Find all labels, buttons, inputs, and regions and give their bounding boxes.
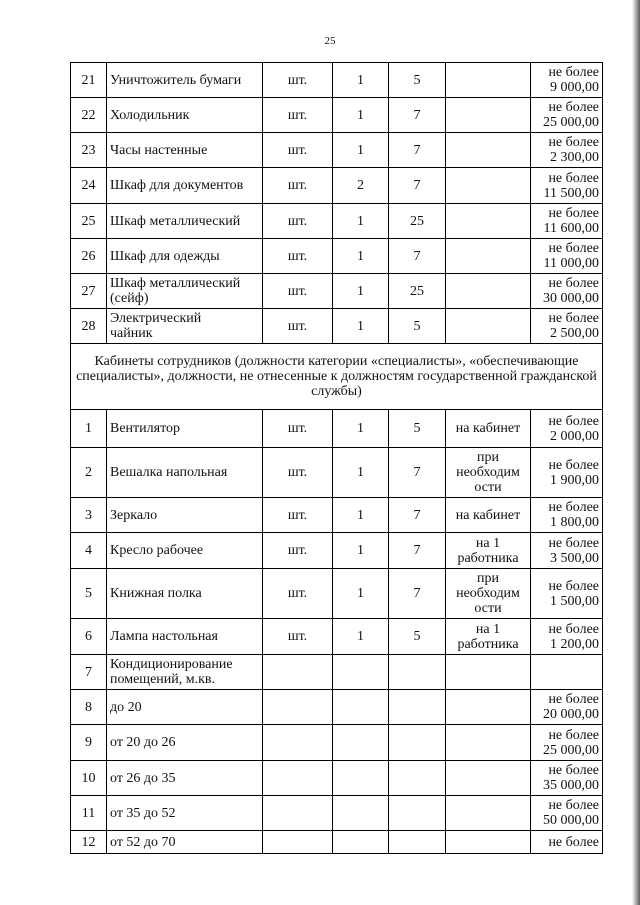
cell-price-line: 11 000,00 [543, 256, 599, 271]
cell-unit [263, 725, 333, 761]
cell-quantity: 2 [333, 168, 389, 204]
cell-price-line: 30 000,00 [543, 291, 599, 306]
table-row [71, 63, 603, 98]
cell-number: 2 [71, 448, 107, 498]
cell-note-line: необходим [456, 465, 520, 480]
cell-term: 7 [389, 448, 446, 498]
cell-name: Кресло рабочее [107, 533, 263, 569]
cell-term: 7 [389, 168, 446, 204]
section-header-row [71, 344, 603, 410]
cell-quantity: 1 [333, 98, 389, 133]
equipment-table [70, 62, 603, 854]
cell-note-line: ости [474, 601, 502, 616]
cell-note [446, 619, 531, 655]
cell-number: 6 [71, 619, 107, 655]
cell-note: на кабинет [446, 498, 531, 533]
cell-quantity: 1 [333, 309, 389, 344]
table-row [71, 533, 603, 569]
cell-unit: шт. [263, 619, 333, 655]
cell-price-line: 1 500,00 [550, 593, 599, 609]
cell-name-line: (сейф) [110, 291, 149, 306]
cell-unit: шт. [263, 98, 333, 133]
cell-term: 25 [389, 204, 446, 239]
cell-name: от 52 до 70 [107, 831, 263, 854]
table-row [71, 831, 603, 854]
cell-price [531, 569, 603, 619]
table-row [71, 133, 603, 168]
cell-price [531, 761, 603, 796]
table-row [71, 98, 603, 133]
cell-note-line: на 1 [475, 621, 501, 637]
table-row [71, 239, 603, 274]
cell-price-line: 2 300,00 [550, 150, 599, 165]
cell-unit: шт. [263, 569, 333, 619]
cell-unit: шт. [263, 448, 333, 498]
cell-price-line: 50 000,00 [543, 813, 599, 828]
cell-note [446, 98, 531, 133]
cell-price [531, 98, 603, 133]
cell-term: 5 [389, 410, 446, 448]
cell-note [446, 569, 531, 619]
cell-term: 5 [389, 309, 446, 344]
cell-price-line: 1 800,00 [550, 515, 599, 530]
cell-quantity: 1 [333, 204, 389, 239]
cell-price-line: не более [548, 457, 599, 473]
cell-name: Шкаф для одежды [107, 239, 263, 274]
table-row [71, 761, 603, 796]
cell-price-line: не более [548, 692, 599, 707]
table-row [71, 410, 603, 448]
cell-price [531, 168, 603, 204]
cell-price-line: 3 500,00 [550, 550, 599, 566]
cell-number: 4 [71, 533, 107, 569]
cell-price [531, 410, 603, 448]
cell-note [446, 63, 531, 98]
cell-note-line: на 1 [475, 535, 501, 551]
cell-price [531, 274, 603, 309]
cell-note-line: при [477, 571, 499, 586]
cell-price-line: 11 600,00 [543, 221, 599, 236]
cell-note [446, 448, 531, 498]
cell-name: от 35 до 52 [107, 796, 263, 831]
cell-note [446, 796, 531, 831]
cell-note-line: при [477, 450, 499, 465]
cell-price [531, 725, 603, 761]
cell-price-line: 2 000,00 [550, 428, 599, 444]
cell-quantity [333, 725, 389, 761]
cell-name: Вешалка напольная [107, 448, 263, 498]
page-edge-shadow [632, 0, 640, 905]
cell-price-line: 1 200,00 [550, 636, 599, 652]
cell-term: 7 [389, 239, 446, 274]
cell-term: 7 [389, 98, 446, 133]
cell-term: 7 [389, 533, 446, 569]
cell-unit: шт. [263, 309, 333, 344]
cell-quantity: 1 [333, 133, 389, 168]
cell-note [446, 133, 531, 168]
cell-unit: шт. [263, 63, 333, 98]
cell-price-line: не более [548, 413, 599, 429]
cell-note: на кабинет [446, 410, 531, 448]
cell-unit: шт. [263, 498, 333, 533]
cell-number: 27 [71, 274, 107, 309]
cell-note [446, 168, 531, 204]
cell-number: 25 [71, 204, 107, 239]
cell-name-line: Шкаф металлический [110, 276, 241, 291]
table-row [71, 309, 603, 344]
cell-quantity [333, 761, 389, 796]
cell-unit: шт. [263, 533, 333, 569]
cell-term: 7 [389, 569, 446, 619]
cell-price [531, 796, 603, 831]
table-row [71, 569, 603, 619]
cell-quantity: 1 [333, 274, 389, 309]
table-row [71, 655, 603, 690]
cell-price-line: 1 900,00 [550, 472, 599, 488]
cell-price-line: 35 000,00 [543, 778, 599, 793]
cell-term [389, 655, 446, 690]
cell-quantity: 1 [333, 533, 389, 569]
cell-unit: шт. [263, 274, 333, 309]
cell-number: 8 [71, 690, 107, 725]
cell-term: 7 [389, 498, 446, 533]
cell-term: 7 [389, 133, 446, 168]
cell-unit: шт. [263, 168, 333, 204]
cell-note [446, 533, 531, 569]
cell-price-line: не более [548, 276, 599, 291]
cell-term [389, 690, 446, 725]
cell-number: 21 [71, 63, 107, 98]
cell-term: 5 [389, 619, 446, 655]
cell-quantity [333, 655, 389, 690]
cell-price-line: не более [548, 500, 599, 515]
cell-term [389, 725, 446, 761]
cell-quantity: 1 [333, 569, 389, 619]
cell-price-line: не более [548, 65, 599, 80]
cell-price-line: 9 000,00 [550, 80, 599, 95]
cell-name: Шкаф для документов [107, 168, 263, 204]
cell-note [446, 761, 531, 796]
cell-price-line: не более [548, 834, 599, 850]
cell-number: 9 [71, 725, 107, 761]
cell-note-line: работника [457, 636, 519, 652]
cell-note [446, 204, 531, 239]
cell-price-line: 2 500,00 [550, 326, 599, 341]
cell-unit: шт. [263, 410, 333, 448]
cell-note [446, 274, 531, 309]
cell-price [531, 133, 603, 168]
table-row [71, 448, 603, 498]
cell-number: 23 [71, 133, 107, 168]
cell-number: 22 [71, 98, 107, 133]
cell-price-line: 25 000,00 [543, 115, 599, 130]
cell-name [107, 274, 263, 309]
cell-name: Лампа настольная [107, 619, 263, 655]
cell-unit: шт. [263, 239, 333, 274]
table-row [71, 690, 603, 725]
cell-quantity: 1 [333, 410, 389, 448]
table-row [71, 498, 603, 533]
cell-name: Уничтожитель бумаги [107, 63, 263, 98]
cell-price-line: не более [548, 206, 599, 221]
cell-quantity: 1 [333, 239, 389, 274]
cell-price-line: не более [548, 763, 599, 778]
cell-unit [263, 761, 333, 796]
table-row [71, 619, 603, 655]
cell-note-line: работника [457, 550, 519, 566]
cell-price [531, 498, 603, 533]
cell-price-line: 20 000,00 [543, 707, 599, 722]
cell-price [531, 309, 603, 344]
cell-number: 5 [71, 569, 107, 619]
cell-name [107, 655, 263, 690]
cell-price [531, 655, 603, 690]
cell-price-line: не более [548, 798, 599, 813]
cell-price [531, 239, 603, 274]
cell-term: 5 [389, 63, 446, 98]
cell-number: 28 [71, 309, 107, 344]
cell-price-line: не более [548, 727, 599, 743]
cell-price [531, 63, 603, 98]
section-title: Кабинеты сотрудников (должности категории «специалисты», «обеспечивающие специалисты», должности, не отнесенные к должностям государственной гражданской службы) [71, 344, 603, 410]
cell-price-line: не более [548, 578, 599, 594]
cell-name-line: Электрический [110, 311, 202, 326]
cell-name: Холодильник [107, 98, 263, 133]
cell-price-line: не более [548, 311, 599, 326]
cell-term [389, 831, 446, 854]
cell-unit [263, 655, 333, 690]
cell-quantity: 1 [333, 448, 389, 498]
cell-quantity [333, 690, 389, 725]
cell-price [531, 690, 603, 725]
cell-quantity: 1 [333, 619, 389, 655]
cell-price-line: не более [548, 621, 599, 637]
table-row [71, 204, 603, 239]
cell-term: 25 [389, 274, 446, 309]
cell-price [531, 533, 603, 569]
cell-note-line: необходим [456, 586, 520, 601]
cell-price-line: не более [548, 170, 599, 186]
cell-name: от 20 до 26 [107, 725, 263, 761]
cell-name: Часы настенные [107, 133, 263, 168]
cell-price-line: не более [548, 535, 599, 551]
cell-number: 10 [71, 761, 107, 796]
cell-note-line: ости [474, 480, 502, 495]
cell-name-line: Кондиционирование [110, 657, 233, 672]
cell-number: 24 [71, 168, 107, 204]
cell-name: Шкаф металлический [107, 204, 263, 239]
cell-number: 1 [71, 410, 107, 448]
cell-note [446, 309, 531, 344]
cell-price-line: 25 000,00 [543, 742, 599, 758]
cell-price [531, 619, 603, 655]
cell-price-line: не более [548, 100, 599, 115]
table-row [71, 796, 603, 831]
cell-name: Зеркало [107, 498, 263, 533]
cell-quantity: 1 [333, 63, 389, 98]
cell-note [446, 655, 531, 690]
cell-note [446, 239, 531, 274]
section-header-body [71, 344, 603, 410]
cell-price [531, 448, 603, 498]
cell-name: Книжная полка [107, 569, 263, 619]
table-body-section [71, 410, 603, 854]
cell-name-line: чайник [110, 326, 153, 341]
cell-quantity [333, 831, 389, 854]
cell-name: до 20 [107, 690, 263, 725]
cell-unit [263, 690, 333, 725]
cell-unit [263, 831, 333, 854]
cell-price-line: не более [548, 241, 599, 256]
cell-unit [263, 796, 333, 831]
cell-price [531, 831, 603, 854]
cell-name [107, 309, 263, 344]
cell-quantity: 1 [333, 498, 389, 533]
cell-price-line: не более [548, 135, 599, 150]
cell-number: 7 [71, 655, 107, 690]
cell-number: 3 [71, 498, 107, 533]
cell-price [531, 204, 603, 239]
table-body-top [71, 63, 603, 344]
cell-name: Вентилятор [107, 410, 263, 448]
page-number: 25 [324, 35, 336, 47]
cell-name-line: помещений, м.кв. [110, 672, 216, 687]
cell-term [389, 761, 446, 796]
cell-unit: шт. [263, 133, 333, 168]
cell-note [446, 690, 531, 725]
table-row [71, 725, 603, 761]
table-row [71, 168, 603, 204]
cell-quantity [333, 796, 389, 831]
cell-number: 11 [71, 796, 107, 831]
cell-note [446, 831, 531, 854]
table-row [71, 274, 603, 309]
cell-term [389, 796, 446, 831]
cell-number: 26 [71, 239, 107, 274]
cell-note [446, 725, 531, 761]
cell-number: 12 [71, 831, 107, 854]
cell-unit: шт. [263, 204, 333, 239]
cell-name: от 26 до 35 [107, 761, 263, 796]
cell-price-line: 11 500,00 [543, 185, 599, 201]
